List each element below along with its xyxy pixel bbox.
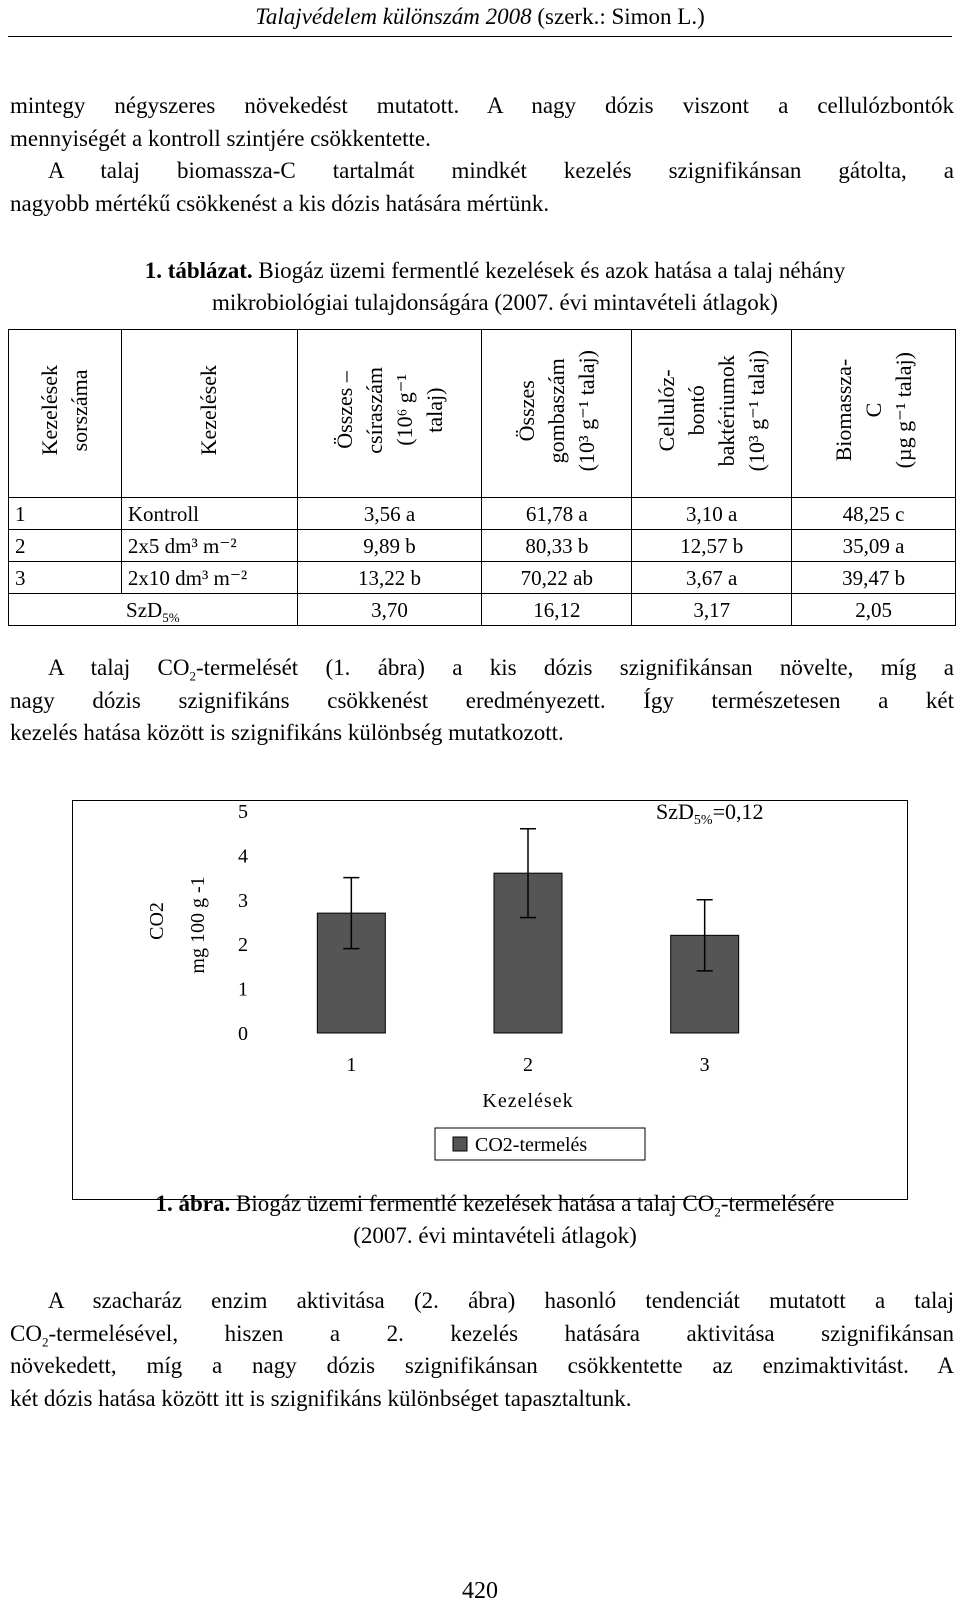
row-1-fungi: 61,78 a [482,498,632,530]
running-header [0,4,960,30]
table-caption [40,255,950,319]
table-row [9,498,956,530]
row-2-biomass: 35,09 a [792,530,956,562]
results-table [8,329,956,626]
p1-line-2: mennyiségét a kontroll szintjére csökkentette. [10,125,431,151]
row-3-fungi: 70,22 ab [482,562,632,594]
y-tick-label: 3 [238,889,248,912]
table-caption-line2: mikrobiológiai tulajdonságára (2007. évi mintavételi átlagok) [212,290,778,315]
lsd-cellulose: 3,17 [632,594,792,626]
row-3-germ: 13,22 b [297,562,482,594]
x-tick-label: 3 [699,1054,710,1076]
x-tick-label: 2 [523,1054,533,1076]
row-2-cellulose: 12,57 b [632,530,792,562]
p3-line-2: $CO_2$-termelésével, hiszen a 2. kezelés hatására aktivitása szignifikánsan [10,1320,954,1350]
row-1-no: 1 [9,498,122,530]
y-tick-label: 0 [238,1023,248,1045]
legend-label: CO2-termelés [475,1134,588,1156]
lsd-germ: 3,70 [297,594,482,626]
header-treatment: Kezelések [196,365,222,456]
row-2-germ: 9,89 b [297,530,482,562]
table-row [9,530,956,562]
header-rule [8,36,952,37]
legend-swatch [453,1137,467,1151]
journal-title: Talajvédelem különszám 2008 [255,4,532,29]
paragraph-1 [10,90,954,220]
lsd-fungi: 16,12 [482,594,632,626]
header-cellulose-bacteria: Cellulóz- bontó baktériumok (10³ g⁻¹ talaj) [653,349,769,472]
header-total-germ: Összes – csíraszám (10⁶ g⁻¹ talaj) [331,367,447,454]
p2-line-3: kezelés hatása között is szignifikáns különbség mutatkozott. [10,720,564,745]
x-axis-label: Kezelések [482,1090,574,1112]
table-row [9,562,956,594]
row-3-treatment: 2x10 dm³ m⁻² [121,562,297,594]
row-3-biomass: 39,47 b [792,562,956,594]
p2-line-1: A talaj $CO_2$-termelését (1. ábra) a kis dózis szignifikánsan növelte, míg a [48,655,954,684]
p3-line-1: A szacharáz enzim aktivitása (2. ábra) hasonló tendenciát mutatott a talaj [48,1288,954,1313]
p3-line-4: két dózis hatása között itt is szignifikáns különbséget tapasztaltunk. [10,1385,632,1411]
lsd-label: SzD$_{5\%}$ [9,594,298,626]
figure-caption-label: 1. ábra. [155,1191,231,1216]
row-1-biomass: 48,25 c [792,498,956,530]
row-1-cellulose: 3,10 a [632,498,792,530]
p2-line-2: nagy dózis szignifikáns csökkenést eredményezett. Így természetesen a két [10,687,954,713]
row-1-treatment: Kontroll [121,498,297,530]
p1-line-4: nagyobb mértékű csökkenést a kis dózis hatására mértünk. [10,190,550,216]
table-lsd-row [9,594,956,626]
p3-line-3: növekedett, míg a nagy dózis szignifikánsan csökkentette az enzimaktivitást. A [10,1353,954,1378]
table-caption-label: 1. táblázat. [144,258,253,283]
page-number: 420 [462,1578,498,1604]
y-axis-label-2: mg 100 g -1 [187,876,209,974]
y-tick-label: 4 [238,845,248,868]
p1-line-1: mintegy négyszeres növekedést mutatott. A nagy dózis viszont a cellulózbontók [10,93,954,118]
header-total-fungi: Összes gombaszám (10³ g⁻¹ talaj) [513,349,599,472]
figure-caption: 1. ábra. Biogáz üzemi fermentlé kezelések hatása a talaj $CO_2$-termelésére (2007. évi mintavételi átlagok) [40,1188,950,1252]
p1-line-3: A talaj biomassza-C tartalmát mindkét kezelés szignifikánsan gátolta, a [48,158,954,183]
row-2-fungi: 80,33 b [482,530,632,562]
figure-caption-line2: (2007. évi mintavételi átlagok) [353,1223,637,1248]
header-treatment-no: Kezelések sorszáma [36,365,92,456]
paragraph-2 [10,652,954,750]
editor-note: (szerk.: Simon L.) [537,4,705,29]
y-tick-label: 2 [238,934,248,957]
lsd-biomass: 2,05 [792,594,956,626]
table-header-row [9,330,956,498]
header-biomass-c: Biomassza- C (µg g⁻¹ talaj) [830,352,916,469]
y-tick-label: 5 [238,801,248,823]
y-axis-label-1: CO2 [146,902,168,940]
y-tick-label: 1 [238,978,248,1001]
lsd-annotation: SzD$_{5\%}$=0,12 [656,801,764,828]
co2-chart-frame [72,800,908,1200]
paragraph-3 [10,1285,954,1415]
row-2-treatment: 2x5 dm³ m⁻² [121,530,297,562]
table-caption-line1: Biogáz üzemi fermentlé kezelések és azok hatása a talaj néhány [258,258,846,283]
row-3-no: 3 [9,562,122,594]
row-1-germ: 3,56 a [297,498,482,530]
x-tick-label: 1 [346,1054,357,1076]
row-3-cellulose: 3,67 a [632,562,792,594]
co2-bar-chart [73,801,907,1199]
row-2-no: 2 [9,530,122,562]
